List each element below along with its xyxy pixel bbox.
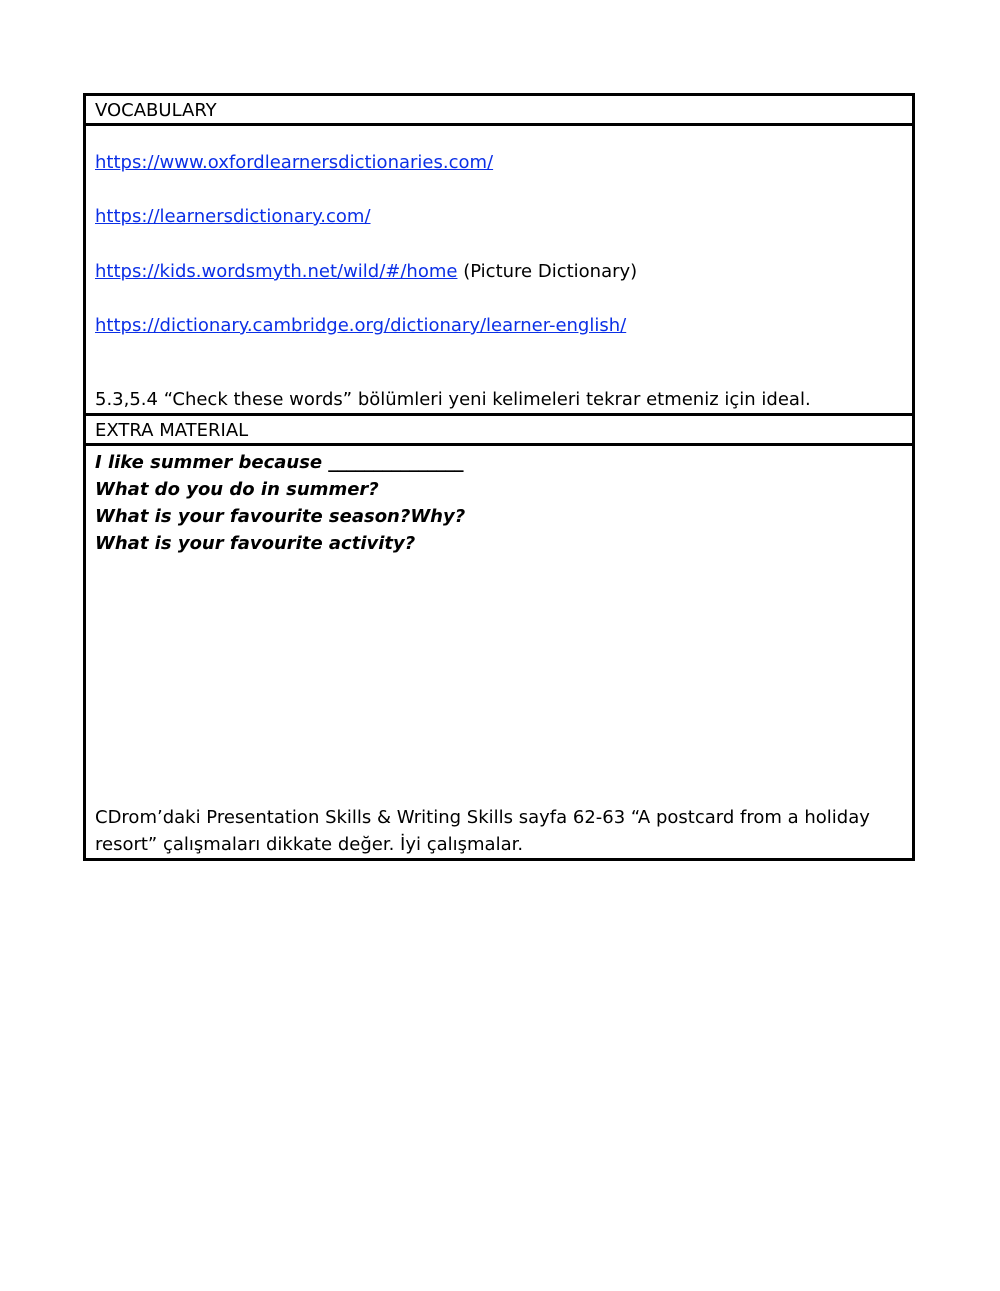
- learners-dictionary-link[interactable]: https://learnersdictionary.com/: [95, 206, 371, 227]
- oxford-dictionary-link[interactable]: https://www.oxfordlearnersdictionaries.com/: [95, 152, 494, 173]
- question-item: I like summer because _______________: [95, 452, 464, 473]
- question-item: What is your favourite season?Why?: [95, 506, 466, 527]
- extra-material-note: CDrom’daki Presentation Skills & Writing Skills sayfa 62-63 “A postcard from a holiday resort” çalışmaları dikkate değer. İyi çalışmalar.: [95, 807, 870, 855]
- cambridge-dictionary-link[interactable]: https://dictionary.cambridge.org/dictionary/learner-english/: [95, 315, 627, 336]
- link-line-cambridge: [95, 315, 626, 337]
- vocabulary-section: [86, 126, 912, 416]
- question-item: What is your favourite activity?: [95, 533, 416, 554]
- wordsmyth-picture-dictionary-link[interactable]: https://kids.wordsmyth.net/wild/#/home: [95, 261, 458, 282]
- extra-material-section: [86, 446, 912, 858]
- link-line-wordsmyth: [95, 261, 637, 283]
- picture-dictionary-label: (Picture Dictionary): [457, 261, 638, 282]
- vocabulary-header: VOCABULARY: [86, 96, 912, 126]
- question-item: What do you do in summer?: [95, 479, 379, 500]
- vocabulary-note: 5.3,5.4 “Check these words” bölümleri yeni kelimeleri tekrar etmeniz için ideal.: [95, 389, 811, 410]
- link-line-oxford: [95, 152, 493, 174]
- worksheet-table: [83, 93, 915, 861]
- extra-material-header: EXTRA MATERIAL: [86, 416, 912, 446]
- link-line-learners: [95, 206, 371, 228]
